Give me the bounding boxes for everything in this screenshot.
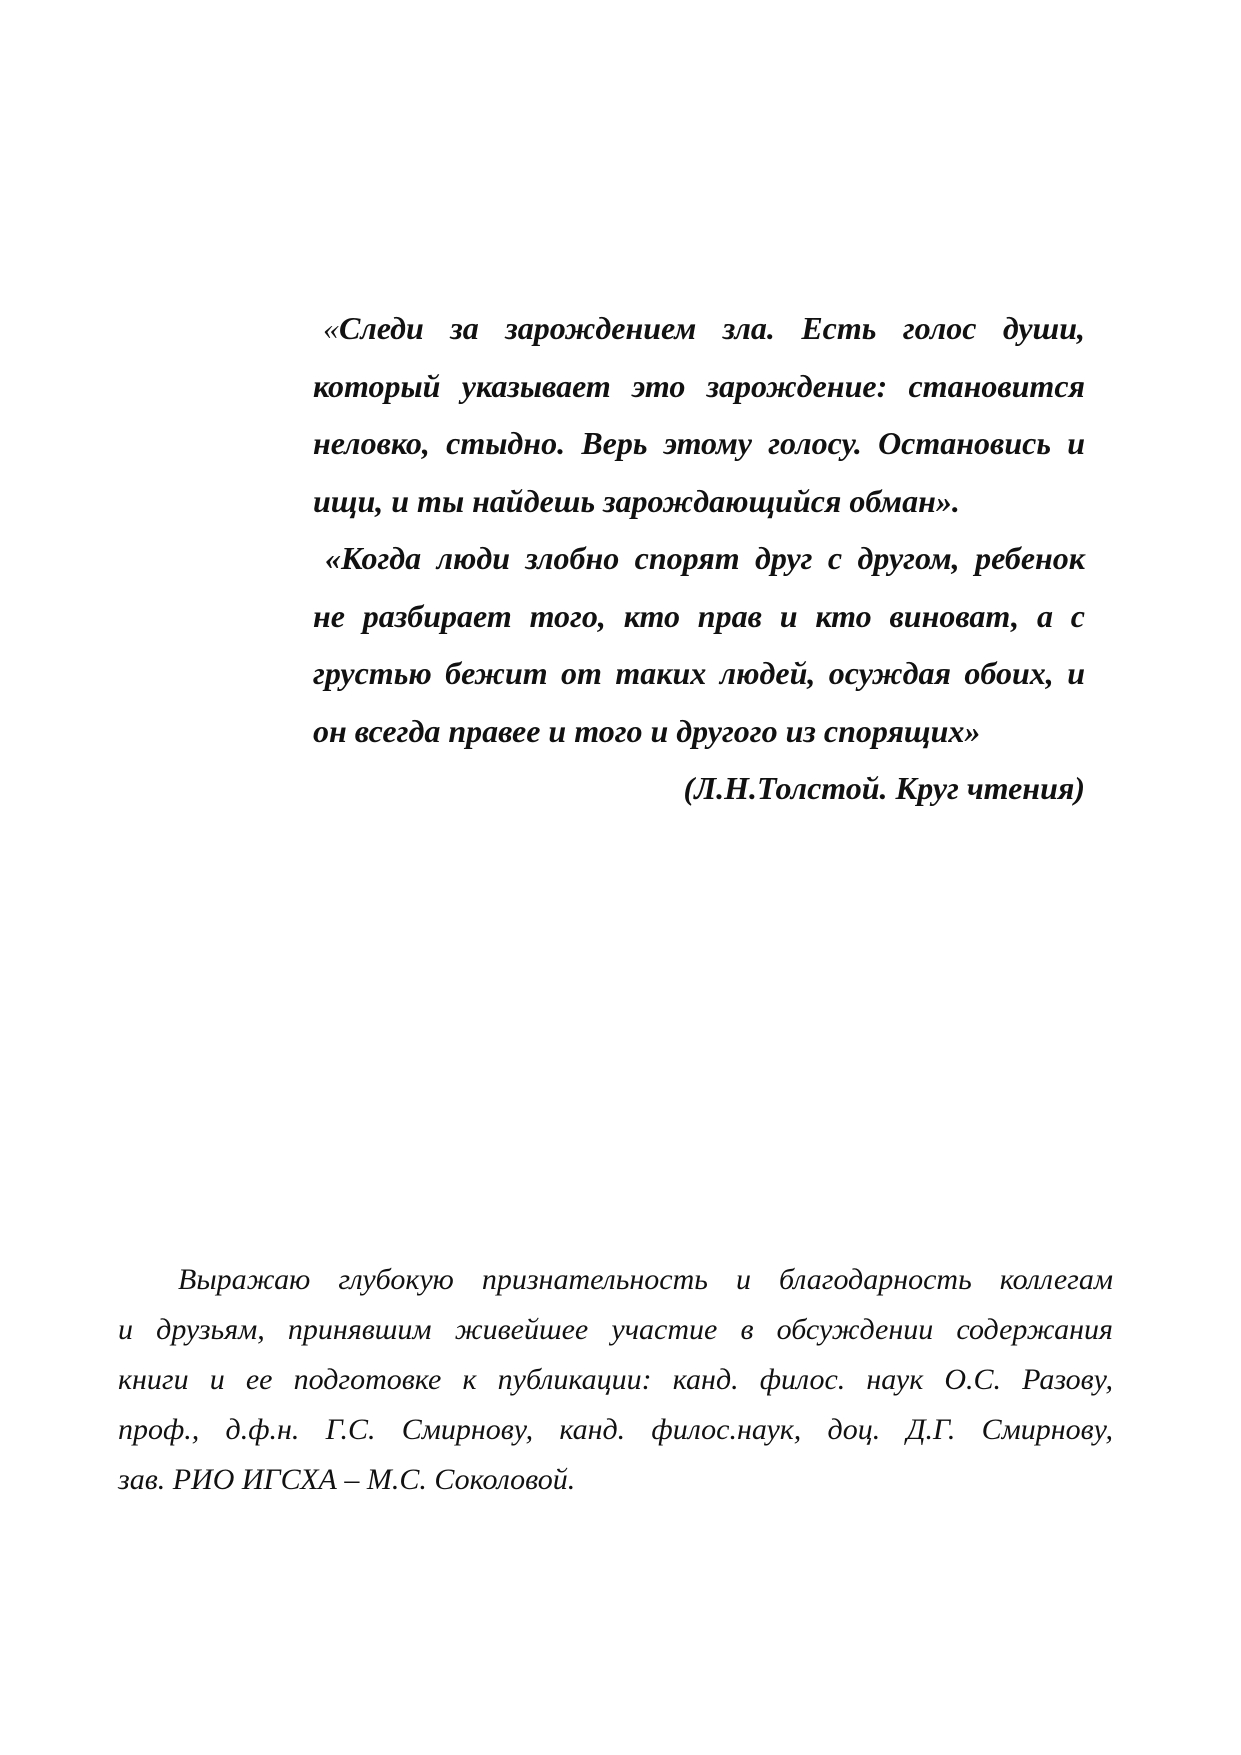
quote-1-line-3: неловко, стыдно. Верь этому голосу. Остановись и (313, 425, 1085, 461)
acknowledgement-line-5: зав. РИО ИГСХА – М.С. Соколовой. (118, 1463, 576, 1496)
quote-2-line-2: не разбирает того, кто прав и кто виноват, а с (313, 597, 1085, 634)
quote-1-line-1-text: Следи за зарождением зла. Есть голос души, (339, 310, 1085, 346)
quote-1-line-1 (313, 300, 1085, 358)
acknowledgement-line-2: и друзьям, принявшим живейшее участие в обсуждении содержания (118, 1313, 1113, 1346)
quote-1-line-4: ищи, и ты найдешь зарождающийся обман». (313, 482, 960, 519)
quote-2-line-4: он всегда правее и того и другого из спорящих» (313, 712, 981, 749)
acknowledgement-line-3: книги и ее подготовке к публикации: канд. филос. наук О.С. Разову, (118, 1363, 1113, 1396)
quote-1-line-2: который указывает это зарождение: становится (313, 367, 1085, 404)
epigraph-citation: (Л.Н.Толстой. Круг чтения) (683, 770, 1085, 806)
acknowledgement-line-4: проф., д.ф.н. Г.С. Смирнову, канд. филос.наук, доц. Д.Г. Смирнову, (118, 1413, 1113, 1446)
acknowledgement-paragraph (118, 1255, 1113, 1505)
epigraph (313, 300, 1085, 818)
quote-1-open-quote: « (323, 310, 339, 346)
acknowledgement-line-1: Выражаю глубокую признательность и благодарность коллегам (178, 1263, 1113, 1296)
quote-2-line-1: «Когда люди злобно спорят друг с другом, ребенок (325, 540, 1085, 576)
quote-2-line-3: грустью бежит от таких людей, осуждая обоих, и (313, 655, 1085, 691)
